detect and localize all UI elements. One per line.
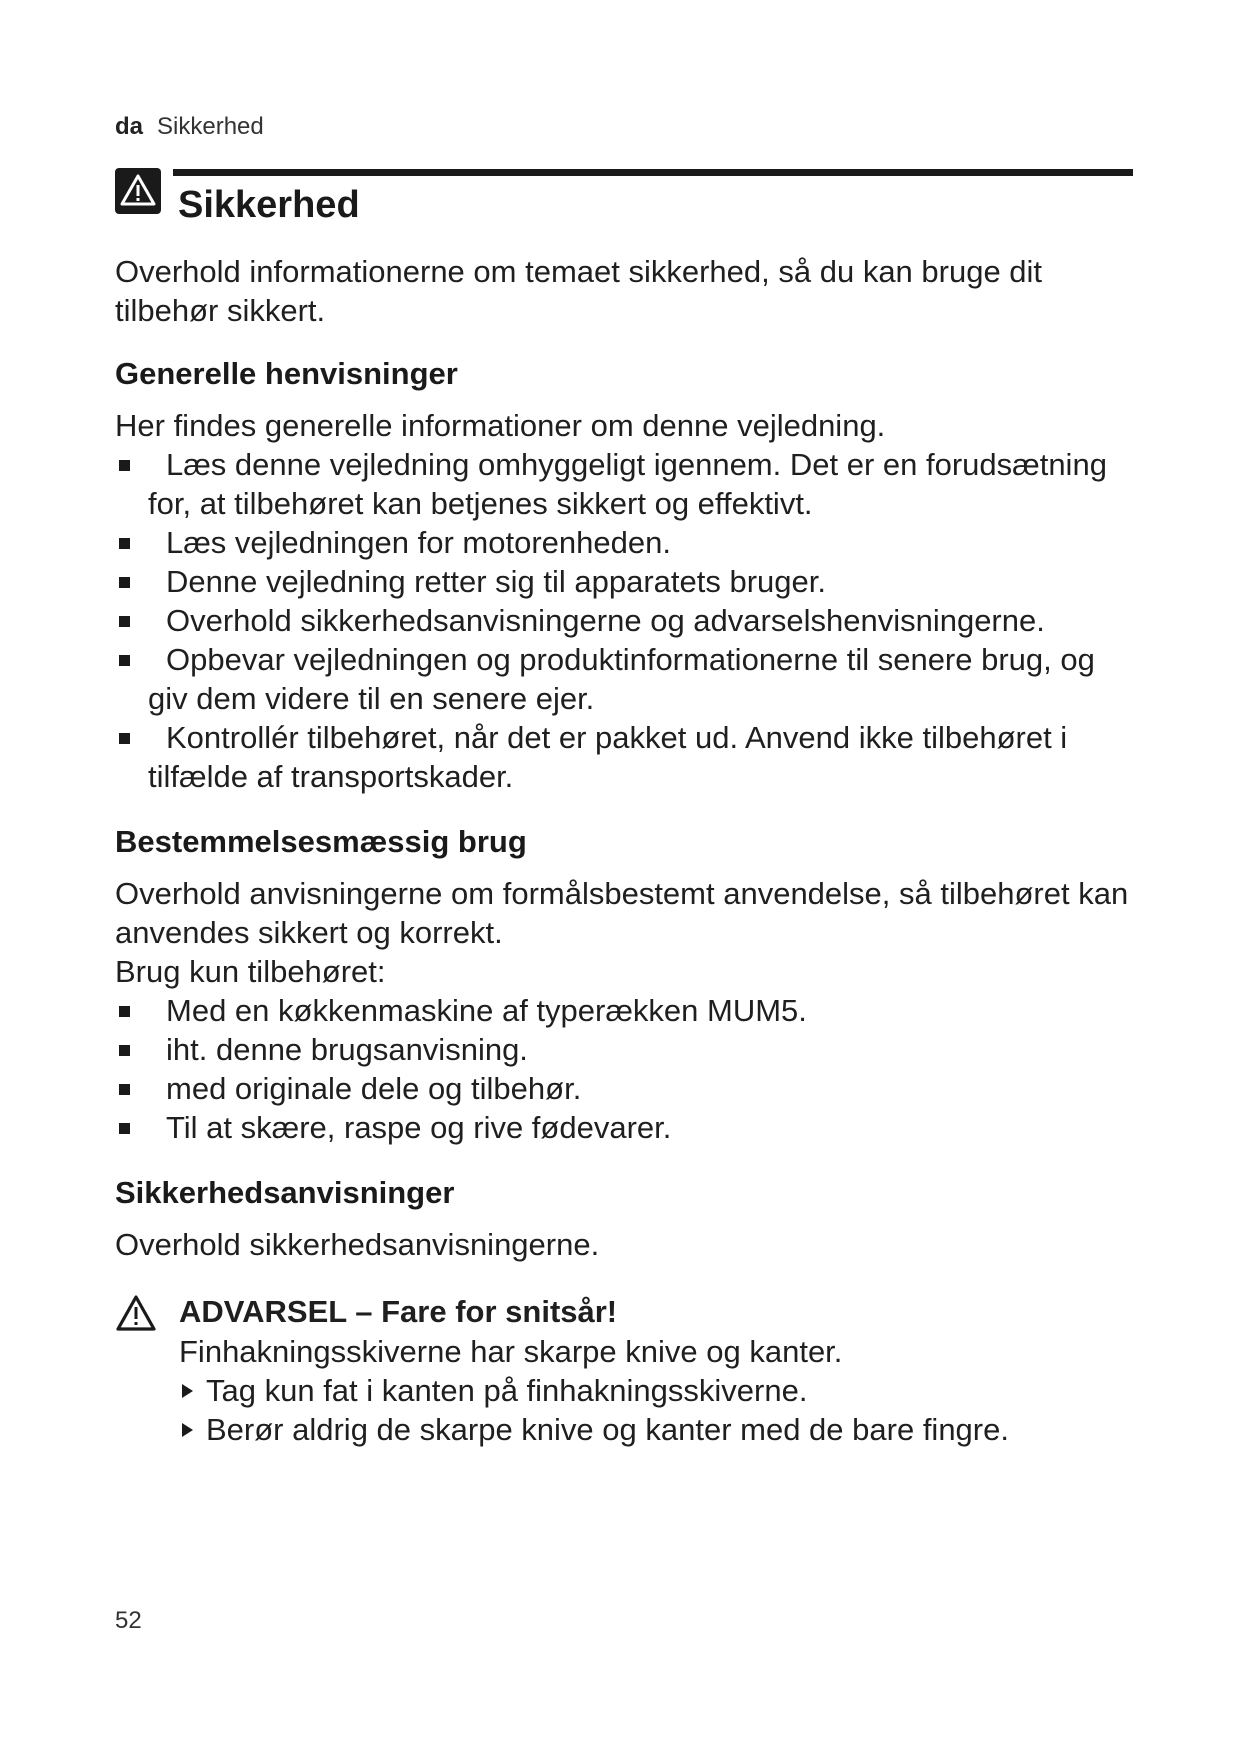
safety-lead: Overhold sikkerhedsanvisningerne. bbox=[115, 1227, 600, 1262]
arrow-right-icon bbox=[182, 1423, 193, 1437]
list-item: med originale dele og tilbehør. bbox=[115, 1069, 1135, 1108]
running-head bbox=[115, 113, 264, 141]
bullet-square-icon bbox=[119, 1045, 130, 1056]
list-item: Berør aldrig de skarpe knive og kanter med de bare fingre. bbox=[179, 1410, 1135, 1449]
intro-paragraph: Overhold informationerne om temaet sikkerhed, så du kan bruge dit tilbehør sikkert. bbox=[115, 254, 1043, 328]
list-item: iht. denne brugsanvisning. bbox=[115, 1030, 1135, 1069]
arrow-right-icon bbox=[182, 1384, 193, 1398]
heading-safety: Sikkerhedsanvisninger bbox=[115, 1175, 455, 1210]
bullet-square-icon bbox=[119, 1084, 130, 1095]
bullet-square-icon bbox=[119, 538, 130, 549]
bullet-square-icon bbox=[119, 1006, 130, 1017]
list-item: Læs vejledningen for motorenheden. bbox=[115, 523, 1135, 562]
language-code: da bbox=[115, 113, 144, 140]
heading-general: Generelle henvisninger bbox=[115, 356, 458, 391]
intended-lead: Overhold anvisningerne om formålsbestemt anvendelse, så tilbehøret kan anvendes sikkert og korrekt. bbox=[115, 876, 1129, 950]
section-intended-use bbox=[115, 822, 1135, 1147]
intended-lead-2: Brug kun tilbehøret: bbox=[115, 954, 386, 989]
list-item: Kontrollér tilbehøret, når det er pakket ud. Anvend ikke tilbehøret i tilfælde af transportskader. bbox=[115, 718, 1135, 796]
warning-block bbox=[115, 1292, 1135, 1449]
bullet-square-icon bbox=[119, 460, 130, 471]
warning-title: ADVARSEL – Fare for snitsår! bbox=[179, 1294, 618, 1329]
warning-steps bbox=[179, 1371, 1135, 1449]
page-number: 52 bbox=[115, 1607, 142, 1634]
bullet-square-icon bbox=[119, 733, 130, 744]
chapter-title: Sikkerhed bbox=[178, 184, 360, 226]
list-item: Læs denne vejledning omhyggeligt igennem. Det er en forudsætning for, at tilbehøret kan betjenes sikkert og effektivt. bbox=[115, 445, 1135, 523]
warning-text: Finhakningsskiverne har skarpe knive og kanter. bbox=[179, 1334, 843, 1369]
list-item: Denne vejledning retter sig til apparatets bruger. bbox=[115, 562, 1135, 601]
bullet-square-icon bbox=[119, 1123, 130, 1134]
general-list bbox=[115, 445, 1135, 796]
list-item: Med en køkkenmaskine af typerækken MUM5. bbox=[115, 991, 1135, 1030]
heading-intended-use: Bestemmelsesmæssig brug bbox=[115, 824, 527, 859]
bullet-square-icon bbox=[119, 655, 130, 666]
warning-triangle-icon bbox=[115, 168, 161, 214]
page-content bbox=[115, 252, 1135, 1449]
list-item: Tag kun fat i kanten på finhakningsskiverne. bbox=[179, 1371, 1135, 1410]
intended-list bbox=[115, 991, 1135, 1147]
list-item: Til at skære, raspe og rive fødevarer. bbox=[115, 1108, 1135, 1147]
bullet-square-icon bbox=[119, 577, 130, 588]
section-general bbox=[115, 354, 1135, 796]
list-item: Opbevar vejledningen og produktinformationerne til senere brug, og giv dem videre til en senere ejer. bbox=[115, 640, 1135, 718]
section-safety bbox=[115, 1173, 1135, 1264]
chapter-rule bbox=[173, 169, 1133, 176]
general-lead: Her findes generelle informationer om denne vejledning. bbox=[115, 408, 886, 443]
running-head-section: Sikkerhed bbox=[157, 113, 264, 140]
list-item: Overhold sikkerhedsanvisningerne og advarselshenvisningerne. bbox=[115, 601, 1135, 640]
warning-triangle-icon bbox=[115, 1294, 157, 1332]
bullet-square-icon bbox=[119, 616, 130, 627]
